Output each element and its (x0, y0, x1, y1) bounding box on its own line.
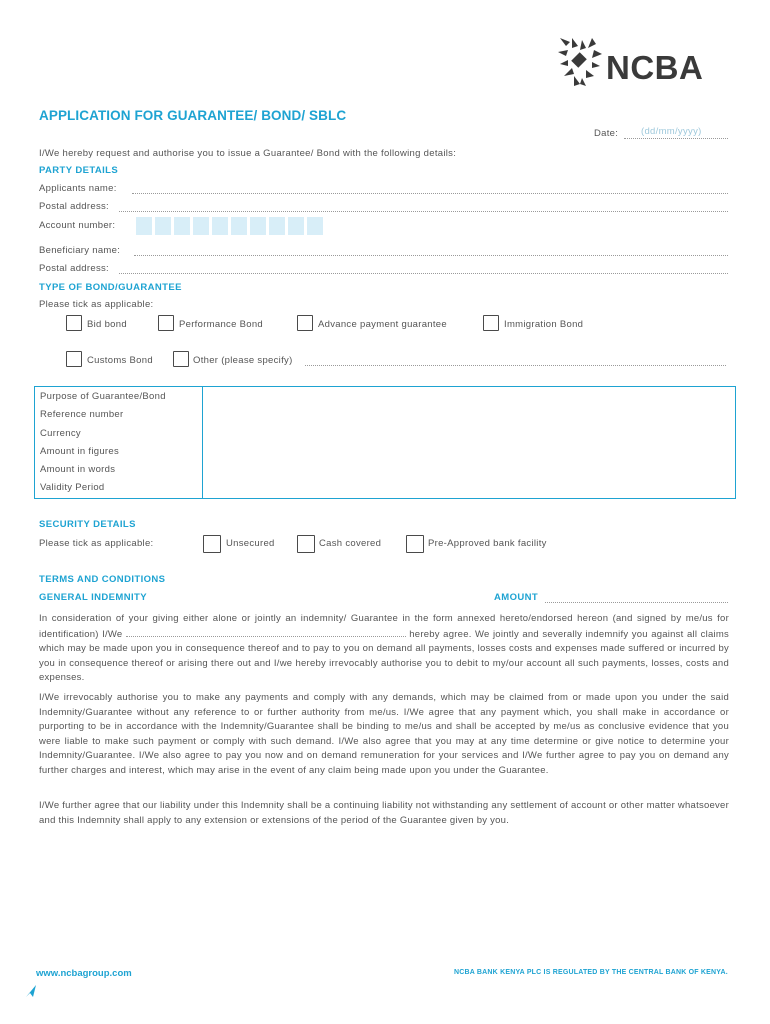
date-placeholder: (dd/mm/yyyy) (641, 126, 702, 137)
footer-regulation-note: NCBA BANK KENYA PLC IS REGULATED BY THE CENTRAL BANK OF KENYA. (454, 969, 728, 976)
account-digit-box[interactable] (136, 217, 152, 235)
reference-input-cell[interactable] (204, 405, 735, 423)
indemnity-paragraph-1b: hereby agree. We jointly and severally indemnify you against all claims which may be made upon you in consequence thereof and to pay to you on demand all payments, losses costs and expenses made suffered or incurred by you in consequence thereof or arising there out and I/we hereby irrevocably authorise you to debit to my/our account all such payments, losses, costs and expenses. (39, 628, 730, 683)
table-row: Validity Period (40, 482, 105, 493)
general-indemnity-heading: GENERAL INDEMNITY (39, 592, 147, 603)
corner-arrow-icon (24, 984, 38, 998)
applicants-name-label: Applicants name: (39, 183, 117, 194)
date-label: Date: (594, 128, 619, 139)
other-bond-specify-field[interactable] (305, 365, 726, 366)
account-digit-box[interactable] (193, 217, 209, 235)
page-title: APPLICATION FOR GUARANTEE/ BOND/ SBLC (39, 108, 347, 123)
beneficiary-name-field[interactable] (134, 255, 728, 256)
amount-words-input-cell[interactable] (204, 460, 735, 478)
postal-address-label: Postal address: (39, 201, 109, 212)
account-number-label: Account number: (39, 220, 116, 231)
beneficiary-postal-address-field[interactable] (119, 273, 728, 274)
customs-bond-checkbox[interactable] (66, 351, 82, 367)
pre-approved-checkbox[interactable] (406, 535, 424, 553)
bid-bond-label: Bid bond (87, 319, 127, 330)
performance-bond-label: Performance Bond (179, 319, 264, 330)
amount-label: AMOUNT (494, 592, 539, 603)
indemnity-paragraph-2: I/We irrevocably authorise you to make any payments and comply with any demands, which may be claimed from or made upon you under the said Indemnity/Guarantee without any reference to or further authority from me/us. I/We agree that any payment which, you shall make in accordance or purporting to be in accordance with the Indemnity/Guarantee shall be binding to me/us and shall be accepted by me/us as conclusive evidence that you were liable to make such payment or comply with such demand. I/We also agree that you may at any time determine or give notice to determine your Indemnity/Guarantee. I/We also agree to pay you now and on demand remuneration for your services and I/We further agree to pay you on demand any further charges and interest, which may arise in the event of any claim being made upon you under the Guarantee. (39, 692, 729, 776)
immigration-bond-label: Immigration Bond (504, 319, 584, 330)
brand-name: NCBA (606, 49, 704, 86)
unsecured-label: Unsecured (226, 538, 275, 549)
purpose-input-cell[interactable] (204, 387, 735, 405)
terms-heading: TERMS AND CONDITIONS (39, 574, 166, 585)
account-digit-box[interactable] (250, 217, 266, 235)
beneficiary-postal-address-label: Postal address: (39, 263, 109, 274)
immigration-bond-checkbox[interactable] (483, 315, 499, 331)
account-digit-box[interactable] (307, 217, 323, 235)
footer-website-link[interactable]: www.ncbagroup.com (36, 968, 132, 979)
cash-covered-label: Cash covered (319, 538, 382, 549)
customs-bond-label: Customs Bond (87, 355, 153, 366)
account-digit-box[interactable] (212, 217, 228, 235)
account-digit-box[interactable] (155, 217, 171, 235)
account-digit-box[interactable] (174, 217, 190, 235)
cash-covered-checkbox[interactable] (297, 535, 315, 553)
other-bond-label: Other (please specify) (193, 355, 293, 366)
beneficiary-name-label: Beneficiary name: (39, 245, 121, 256)
guarantee-details-table (34, 386, 736, 499)
account-digit-box[interactable] (269, 217, 285, 235)
account-digit-box[interactable] (288, 217, 304, 235)
indemnity-name-field[interactable] (126, 627, 406, 637)
amount-field[interactable] (545, 602, 728, 603)
bond-type-instruction: Please tick as applicable: (39, 299, 154, 310)
amount-figures-input-cell[interactable] (204, 442, 735, 460)
ncba-star-icon (556, 36, 604, 88)
table-row: Amount in figures (40, 446, 120, 457)
table-row: Reference number (40, 409, 124, 420)
party-details-heading: PARTY DETAILS (39, 165, 119, 176)
table-row: Amount in words (40, 464, 116, 475)
indemnity-paragraph-3: I/We further agree that our liability under this Indemnity shall be a continuing liability not withstanding any settlement of account or other matter whatsoever and this Indemnity shall apply to any extension or extensions of the period of the Guarantee given by you. (39, 800, 729, 826)
pre-approved-label: Pre-Approved bank facility (428, 538, 547, 549)
table-row: Currency (40, 428, 81, 439)
validity-period-input-cell[interactable] (204, 478, 735, 498)
bid-bond-checkbox[interactable] (66, 315, 82, 331)
table-divider (202, 387, 203, 498)
intro-text: I/We hereby request and authorise you to issue a Guarantee/ Bond with the following details: (39, 148, 457, 159)
indemnity-paragraph-1 (39, 612, 729, 686)
security-details-heading: SECURITY DETAILS (39, 519, 136, 530)
advance-payment-label: Advance payment guarantee (318, 319, 447, 330)
unsecured-checkbox[interactable] (203, 535, 221, 553)
table-row: Purpose of Guarantee/Bond (40, 391, 166, 402)
performance-bond-checkbox[interactable] (158, 315, 174, 331)
date-field[interactable] (624, 138, 728, 139)
currency-input-cell[interactable] (204, 423, 735, 442)
bond-type-heading: TYPE OF BOND/GUARANTEE (39, 282, 182, 293)
applicants-name-field[interactable] (132, 193, 728, 194)
security-instruction: Please tick as applicable: (39, 538, 154, 549)
other-bond-checkbox[interactable] (173, 351, 189, 367)
advance-payment-checkbox[interactable] (297, 315, 313, 331)
indemnity-paragraph-1a: In consideration of your giving either alone or jointly an indemnity/ Guarantee in the form annexed hereto/endorsed hereon (and signed by me/us for identification) I/We (39, 613, 729, 640)
account-digit-box[interactable] (231, 217, 247, 235)
postal-address-field[interactable] (119, 211, 728, 212)
